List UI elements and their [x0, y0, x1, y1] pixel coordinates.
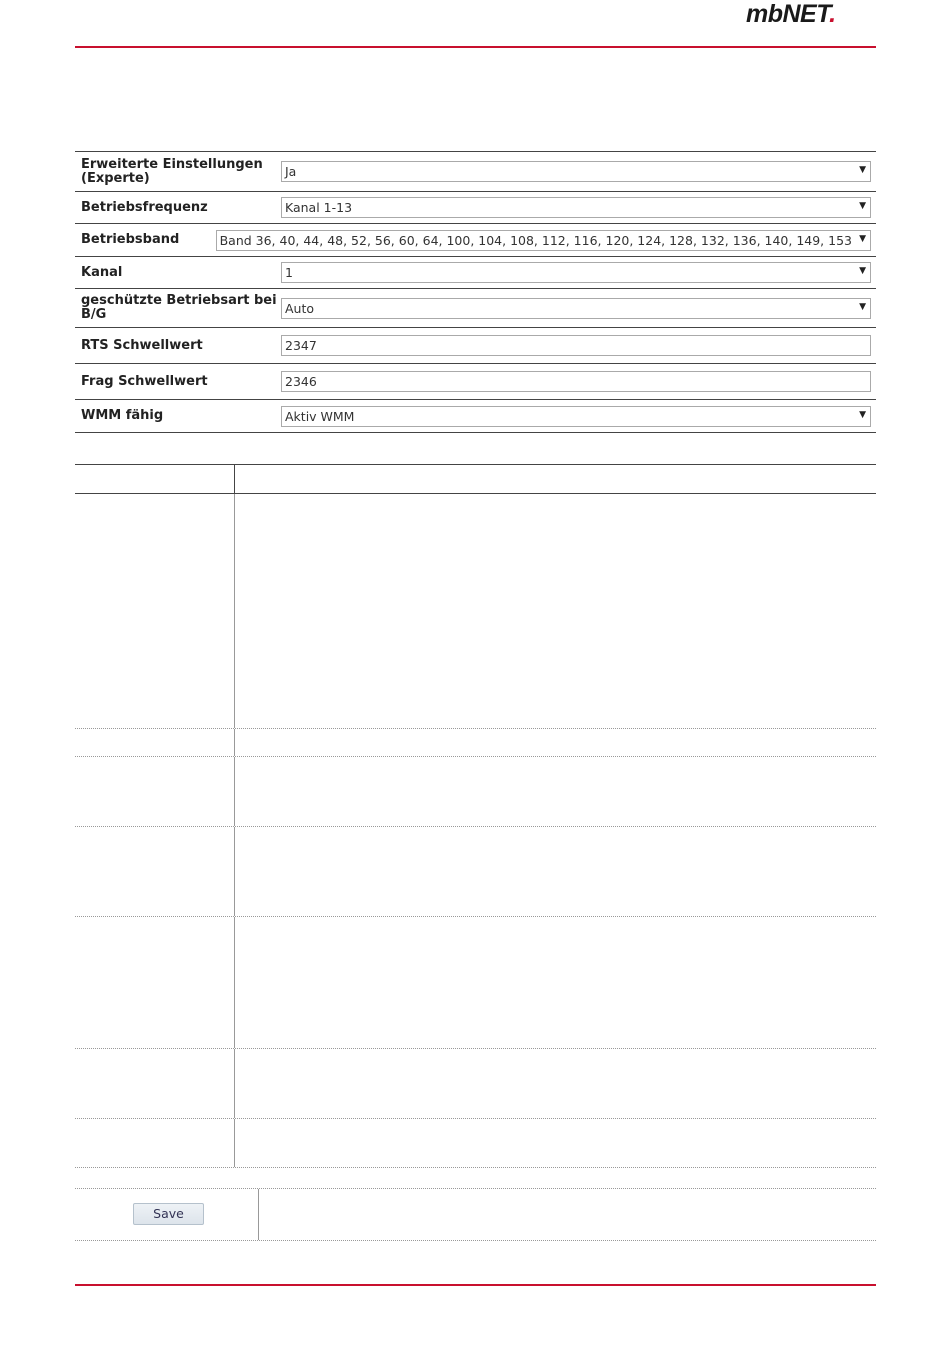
wmm-select[interactable] [281, 406, 871, 427]
logo-text: mbNET [746, 0, 830, 28]
description-table [75, 464, 876, 1168]
column-divider [258, 1189, 259, 1240]
save-button[interactable]: Save [133, 1203, 204, 1225]
settings-table [75, 151, 876, 433]
chevron-down-icon: ▼ [859, 165, 866, 175]
band-select[interactable] [216, 230, 871, 251]
protection-mode-select[interactable] [281, 298, 871, 319]
description-row [75, 917, 876, 1049]
chevron-down-icon: ▼ [859, 266, 866, 276]
setting-label: Kanal [81, 264, 123, 280]
description-row [75, 729, 876, 757]
setting-row-frag [75, 364, 876, 400]
frequency-select[interactable] [281, 197, 871, 218]
setting-row-band [75, 224, 876, 257]
chevron-down-icon: ▼ [859, 301, 866, 312]
description-row [75, 827, 876, 917]
setting-row-channel [75, 257, 876, 289]
chevron-down-icon: ▼ [859, 233, 866, 244]
setting-label: Frag Schwellwert [81, 373, 208, 389]
column-divider [234, 757, 235, 826]
footer-divider [75, 1284, 876, 1286]
setting-label: geschützte Betriebsart bei B/G [81, 293, 277, 322]
setting-row-frequency [75, 192, 876, 224]
column-divider [234, 465, 235, 493]
setting-row-expert [75, 152, 876, 192]
description-header [75, 465, 876, 494]
column-divider [234, 827, 235, 916]
description-row [75, 494, 876, 729]
select-value: 1 [285, 265, 293, 280]
header-divider [75, 46, 876, 48]
expert-settings-select[interactable] [281, 161, 871, 182]
setting-label: Betriebsfrequenz [81, 199, 208, 215]
column-divider [234, 1119, 235, 1167]
column-divider [234, 917, 235, 1048]
select-value: Auto [285, 300, 315, 316]
setting-row-protection [75, 289, 876, 328]
logo-dot: . [829, 0, 836, 28]
select-value: Ja [285, 164, 297, 179]
setting-row-rts [75, 328, 876, 364]
column-divider [234, 494, 235, 728]
setting-label: Betriebsband [81, 232, 180, 247]
frag-threshold-input[interactable]: 2346 [281, 371, 871, 392]
setting-label: WMM fähig [81, 408, 164, 423]
select-value: Kanal 1-13 [285, 200, 353, 215]
column-divider [234, 1049, 235, 1118]
chevron-down-icon: ▼ [859, 409, 866, 420]
select-value: Band 36, 40, 44, 48, 52, 56, 60, 64, 100, 104, 108, 112, 116, 120, 124, 128, 132, 136, 140, 149, 153 [219, 232, 852, 248]
setting-label: RTS Schwellwert [81, 337, 203, 353]
rts-threshold-input[interactable]: 2347 [281, 335, 871, 356]
description-row [75, 1119, 876, 1168]
setting-label: Erweiterte Einstellungen (Experte) [81, 156, 263, 186]
setting-row-wmm [75, 400, 876, 433]
description-row [75, 1049, 876, 1119]
column-divider [234, 729, 235, 756]
channel-select[interactable] [281, 262, 871, 283]
mbnet-logo [746, 0, 836, 29]
select-value: Aktiv WMM [285, 408, 355, 424]
save-bar [75, 1188, 876, 1241]
chevron-down-icon: ▼ [859, 201, 866, 211]
description-row [75, 757, 876, 827]
